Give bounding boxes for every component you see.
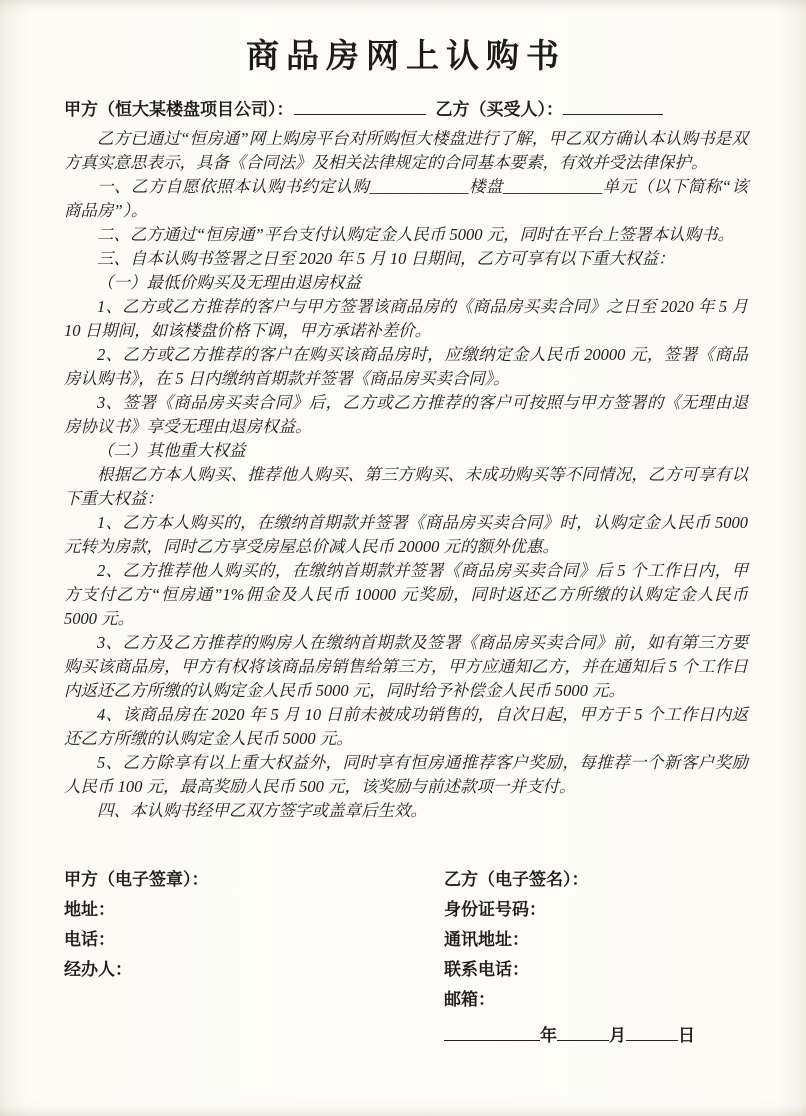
paragraph-11: 1、乙方本人购买的，在缴纳首期款并签署《商品房买卖合同》时，认购定金人民币 5000 元转为房款，同时乙方享受房屋总价减人民币 20000 元的额外优惠。	[64, 513, 748, 556]
signature-block	[64, 865, 748, 1051]
party-line	[64, 97, 748, 123]
party-a-label: 甲方（恒大某楼盘项目公司）：	[64, 100, 294, 119]
date-line	[444, 1021, 748, 1051]
paragraph-4: 三、自本认购书签署之日至 2020 年 5 月 10 日期间，乙方可享有以下重大权益：	[97, 249, 675, 268]
sig-b-line-2: 身份证号码：	[444, 900, 546, 919]
paragraph-2: 一、乙方自愿依照本认购书约定认购____________楼盘____________单元（以下简称“该商品房”）。	[64, 177, 748, 220]
sig-a-line-2: 地址：	[64, 900, 115, 919]
signature-party-b	[444, 865, 748, 1051]
document-body	[64, 127, 748, 823]
sig-b-line-5: 邮箱：	[444, 990, 495, 1009]
paragraph-7: 2、乙方或乙方推荐的客户在购买该商品房时，应缴纳定金人民币 20000 元，签署《商品房认购书》，在 5 日内缴纳首期款并签署《商品房买卖合同》。	[64, 345, 748, 388]
signature-party-b-lines	[444, 865, 748, 1015]
paragraph-12: 2、乙方推荐他人购买的，在缴纳首期款并签署《商品房买卖合同》后 5 个工作日内，甲方支付乙方“恒房通”1%佣金及人民币 10000 元奖励，同时返还乙方所缴的认购定金人民币 5000 元。	[64, 561, 748, 628]
signature-party-a	[64, 865, 444, 1051]
date-year-label: 年	[540, 1026, 557, 1045]
paragraph-13: 3、乙方及乙方推荐的购房人在缴纳首期款及签署《商品房买卖合同》前，如有第三方要购买该商品房，甲方有权将该商品房销售给第三方，甲方应通知乙方，并在通知后 5 个工作日内返还乙方所缴的认购定金人民币 5000 元，同时给予补偿金人民币 5000 元。	[64, 633, 748, 700]
sig-a-line-1: 甲方（电子签章）：	[64, 870, 209, 889]
date-month-label: 月	[609, 1026, 626, 1045]
document-title: 商品房网上认购书	[246, 37, 566, 74]
date-day-label: 日	[678, 1026, 695, 1045]
paragraph-10: 根据乙方本人购买、推荐他人购买、第三方购买、未成功购买等不同情况，乙方可享有以下重大权益：	[64, 465, 748, 508]
party-b-blank	[563, 98, 663, 115]
date-month-blank	[557, 1025, 609, 1041]
paragraph-3: 二、乙方通过“恒房通”平台支付认购定金人民币 5000 元，同时在平台上签署本认购书。	[97, 225, 735, 244]
sig-a-line-4: 经办人：	[64, 960, 132, 979]
sig-b-line-3: 通讯地址：	[444, 930, 529, 949]
paragraph-1: 乙方已通过“恒房通”网上购房平台对所购恒大楼盘进行了解，甲乙双方确认本认购书是双方真实意思表示，具备《合同法》及相关法律规定的合同基本要素，有效并受法律保护。	[64, 129, 748, 172]
sig-b-line-4: 联系电话：	[444, 960, 529, 979]
paragraph-16: 四、本认购书经甲乙双方签字或盖章后生效。	[97, 801, 427, 820]
paragraph-14: 4、该商品房在 2020 年 5 月 10 日前未被成功销售的，自次日起，甲方于 5 个工作日内返还乙方所缴的认购定金人民币 5000 元。	[64, 705, 748, 748]
sig-a-line-3: 电话：	[64, 930, 115, 949]
date-day-blank	[626, 1025, 678, 1041]
paragraph-6: 1、乙方或乙方推荐的客户与甲方签署该商品房的《商品房买卖合同》之日至 2020 年 5 月 10 日期间，如该楼盘价格下调，甲方承诺补差价。	[64, 297, 749, 340]
paragraph-5: （一）最低价购买及无理由退房权益	[97, 273, 361, 292]
paragraph-8: 3、签署《商品房买卖合同》后，乙方或乙方推荐的客户可按照与甲方签署的《无理由退房协议书》享受无理由退房权益。	[64, 393, 748, 436]
date-year-blank	[444, 1025, 540, 1041]
sig-b-line-1: 乙方（电子签名）：	[444, 870, 589, 889]
party-b-label: 乙方（买受人）：	[435, 100, 563, 119]
paragraph-9: （二）其他重大权益	[97, 441, 246, 460]
party-a-blank	[294, 98, 426, 115]
paragraph-15: 5、乙方除享有以上重大权益外，同时享有恒房通推荐客户奖励，每推荐一个新客户奖励人民币 100 元，最高奖励人民币 500 元，该奖励与前述款项一并支付。	[64, 753, 748, 796]
